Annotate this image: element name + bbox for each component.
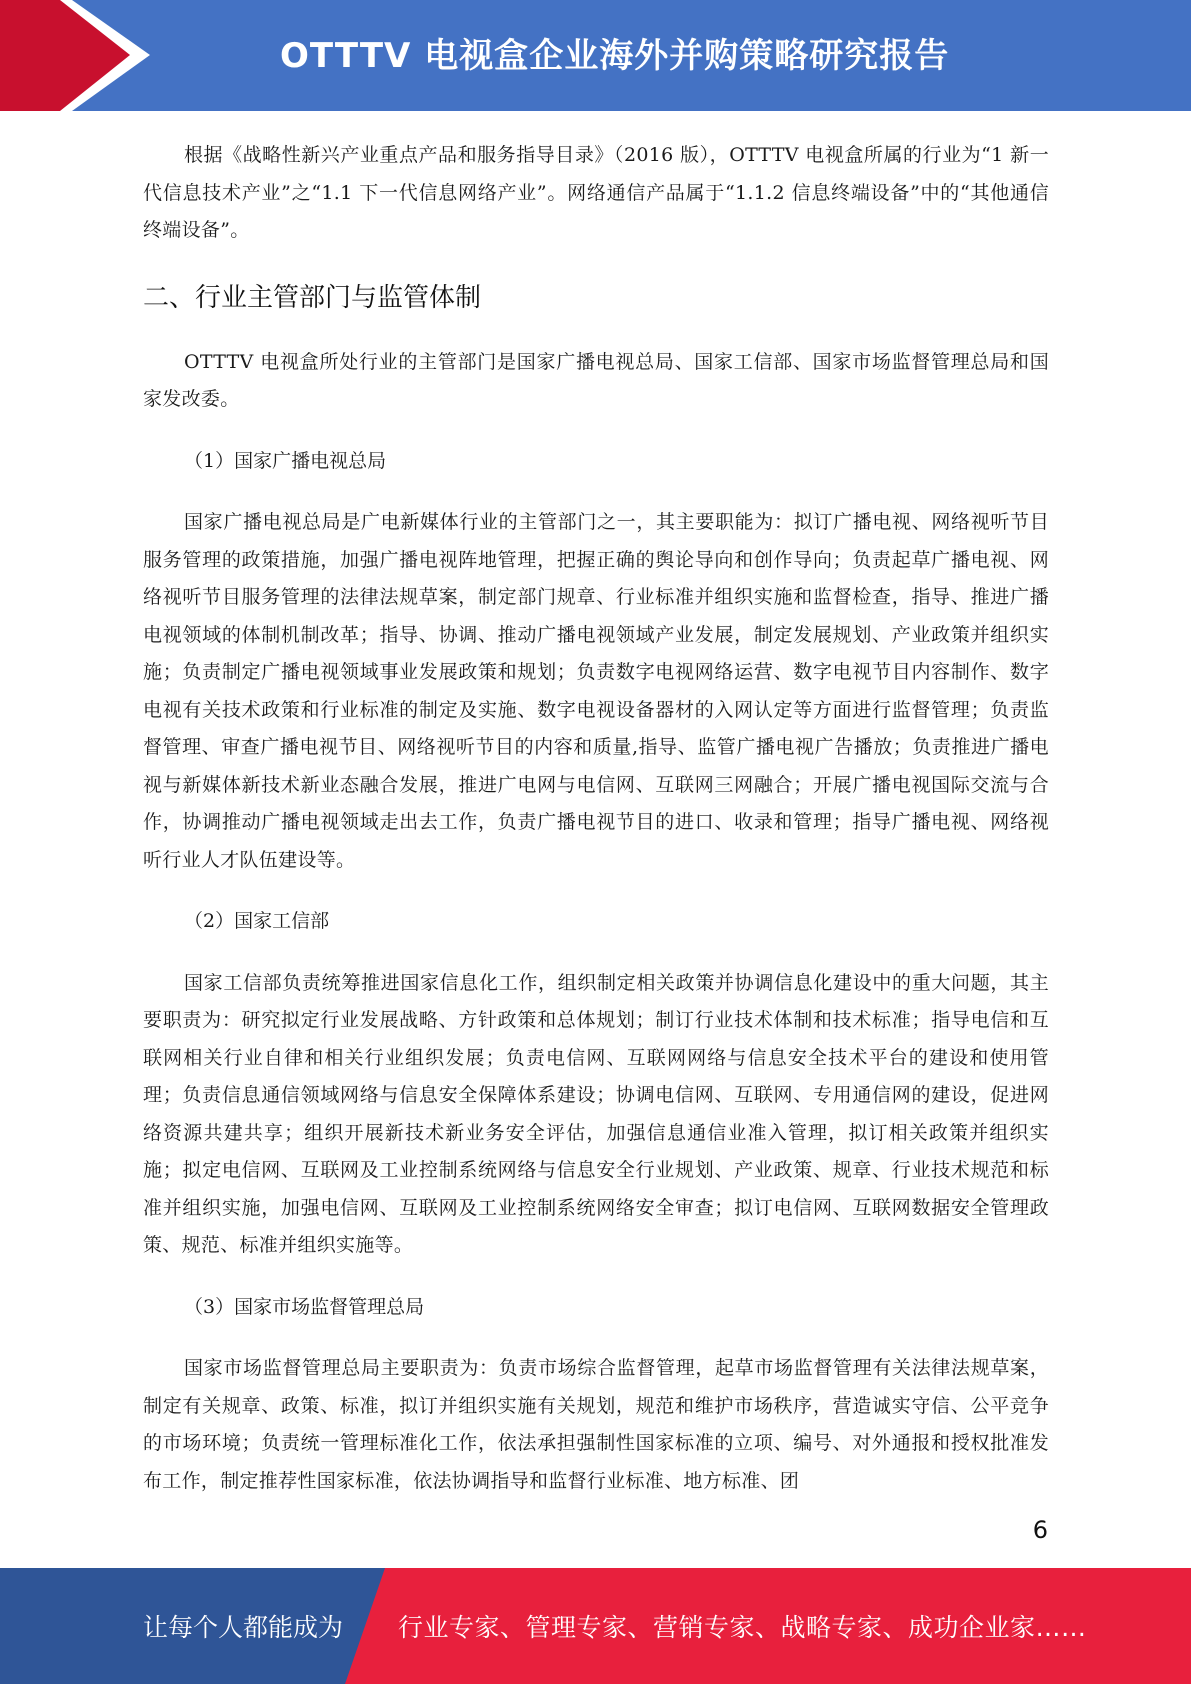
page-footer bbox=[0, 1568, 1191, 1684]
footer-slogan-right: 行业专家、管理专家、营销专家、战略专家、成功企业家…… bbox=[398, 1613, 1087, 1642]
subsection-body-miit: 国家工信部负责统筹推进国家信息化工作，组织制定相关政策并协调信息化建设中的重大问题，其主要职责为：研究拟定行业发展战略、方针政策和总体规划；制订行业技术体制和技术标准；指导电信和互联网相关行业自律和相关行业组织发展；负责电信网、互联网网络与信息安全技术平台的建设和使用管理；负责信息通信领域网络与信息安全保障体系建设；协调电信网、互联网、专用通信网的建设，促进网络资源共建共享；组织开展新技术新业务安全评估，加强信息通信业准入管理，拟订相关政策并组织实施；拟定电信网、互联网及工业控制系统网络与信息安全行业规划、产业政策、规章、行业技术规范和标准并组织实施，加强电信网、互联网及工业控制系统网络安全审查；拟订电信网、互联网数据安全管理政策、规范、标准并组织实施等。 bbox=[143, 971, 1049, 1256]
footer-slogan-left: 让每个人都能成为 bbox=[143, 1613, 344, 1642]
subsection-heading-broadcasting: （1）国家广播电视总局 bbox=[184, 449, 387, 472]
subsection-body-samr: 国家市场监督管理总局主要职责为：负责市场综合监督管理，起草市场监督管理有关法律法规草案，制定有关规章、政策、标准，拟订并组织实施有关规划，规范和维护市场秩序，营造诚实守信、公平竞争的市场环境；负责统一管理标准化工作，依法承担强制性国家标准的立项、编号、对外通报和授权批准发布工作，制定推荐性国家标准，依法协调指导和监督行业标准、地方标准、团 bbox=[143, 1357, 1049, 1492]
section-intro-paragraph: OTTTV 电视盒所处行业的主管部门是国家广播电视总局、国家工信部、国家市场监督管理总局和国家发改委。 bbox=[143, 350, 1049, 410]
subsection-body-broadcasting: 国家广播电视总局是广电新媒体行业的主管部门之一，其主要职能为：拟订广播电视、网络视听节目服务管理的政策措施，加强广播电视阵地管理，把握正确的舆论导向和创作导向；负责起草广播电视、网络视听节目服务管理的法律法规草案，制定部门规章、行业标准并组织实施和监督检查，指导、推进广播电视领域的体制机制改革；指导、协调、推动广播电视领域产业发展，制定发展规划、产业政策并组织实施；负责制定广播电视领域事业发展政策和规划；负责数字电视网络运营、数字电视节目内容制作、数字电视有关技术政策和行业标准的制定及实施、数字电视设备器材的入网认定等方面进行监督管理；负责监督管理、审查广播电视节目、网络视听节目的内容和质量,指导、监管广播电视广告播放；负责推进广播电视与新媒体新技术新业态融合发展，推进广电网与电信网、互联网三网融合；开展广播电视国际交流与合作，协调推动广播电视领域走出去工作，负责广播电视节目的进口、收录和管理；指导广播电视、网络视听行业人才队伍建设等。 bbox=[143, 511, 1049, 871]
document-title: OTTTV 电视盒企业海外并购策略研究报告 bbox=[280, 36, 950, 76]
page-content bbox=[143, 137, 1049, 1500]
page-header bbox=[0, 0, 1191, 111]
page-number: 6 bbox=[1032, 1516, 1048, 1544]
section-heading: 二、行业主管部门与监管体制 bbox=[143, 282, 482, 313]
header-red-chevron bbox=[0, 0, 130, 111]
subsection-heading-miit: （2）国家工信部 bbox=[184, 910, 330, 932]
subsection-heading-samr: （3）国家市场监督管理总局 bbox=[184, 1295, 425, 1318]
intro-paragraph: 根据《战略性新兴产业重点产品和服务指导目录》（2016 版），OTTTV 电视盒所属的行业为“1 新一代信息技术产业”之“1.1 下一代信息网络产业”。网络通信产品属于“1.1.2 信息终端设备”中的“其他通信终端设备”。 bbox=[143, 144, 1049, 241]
